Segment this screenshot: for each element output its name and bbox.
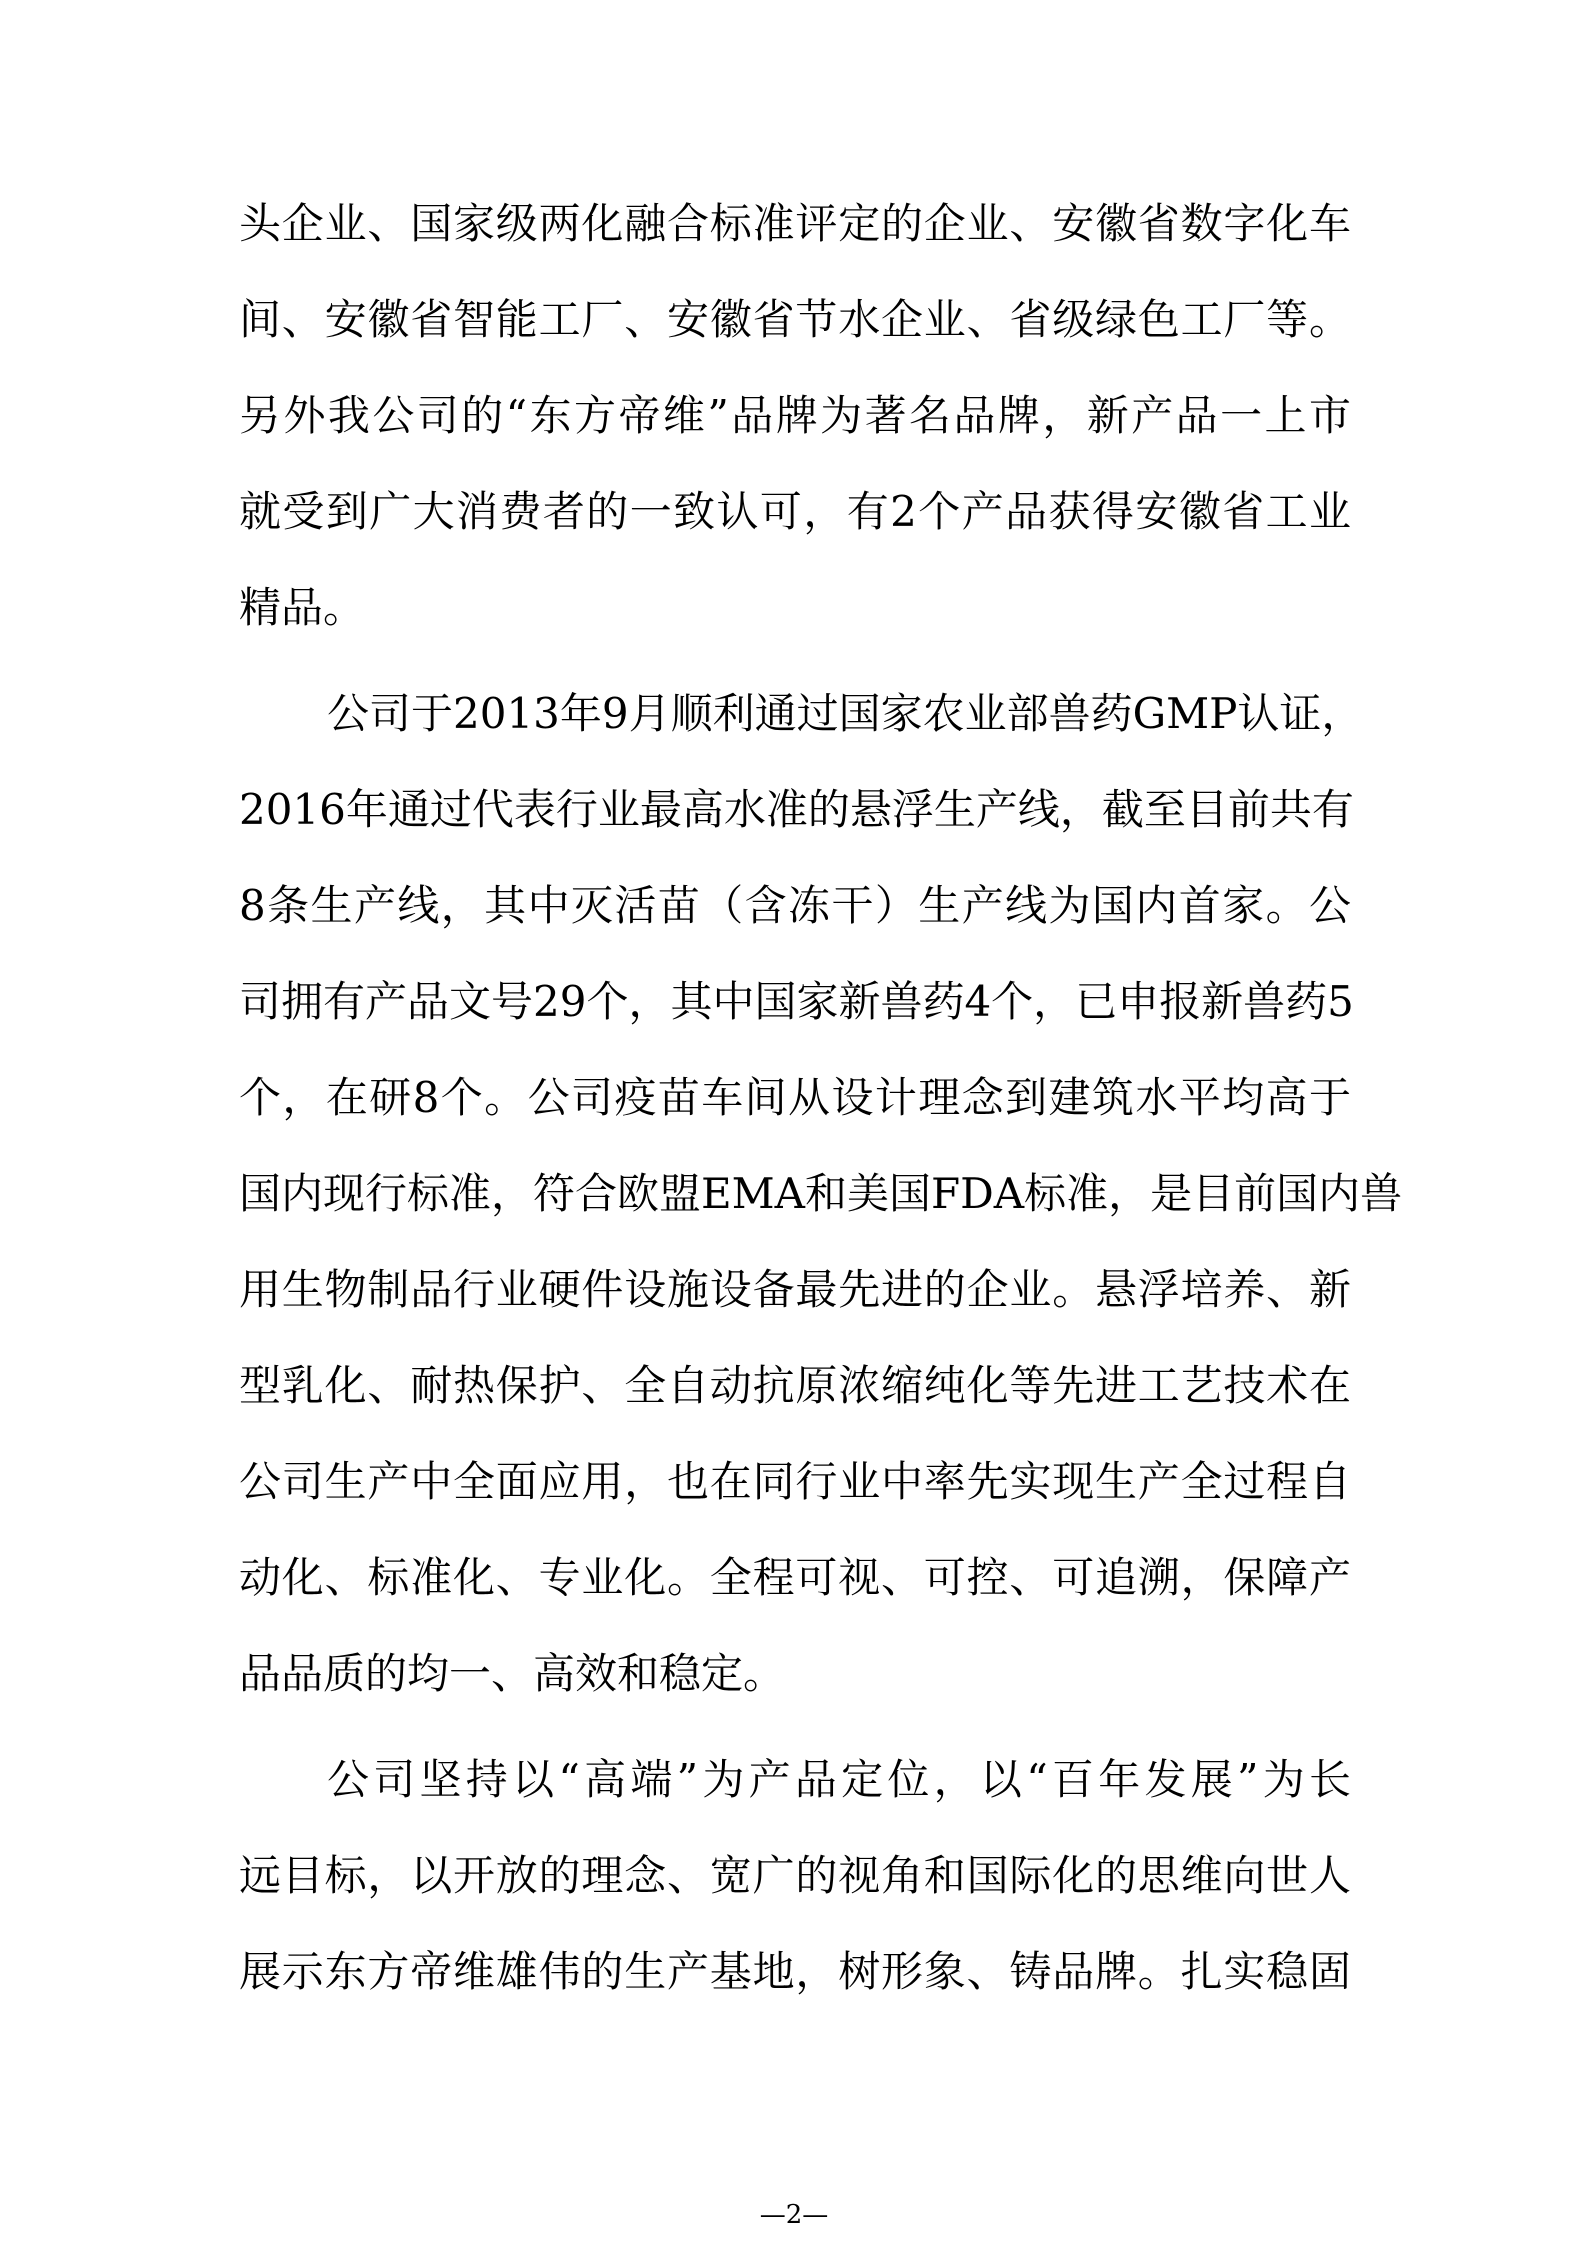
paragraph-line: 8条生产线，其中灭活苗（含冻干）生产线为国内首家。公 bbox=[239, 881, 1351, 930]
page-number: —2— bbox=[759, 2200, 829, 2230]
paragraph-line: 国内现行标准，符合欧盟EMA和美国FDA标准，是目前国内兽 bbox=[239, 1169, 1403, 1218]
paragraph-line: 公司生产中全面应用，也在同行业中率先实现生产全过程自 bbox=[239, 1457, 1351, 1506]
paragraph-line: 型乳化、耐热保护、全自动抗原浓缩纯化等先进工艺技术在 bbox=[239, 1361, 1351, 1410]
paragraph-line: 用生物制品行业硬件设施设备最先进的企业。悬浮培养、新 bbox=[239, 1265, 1351, 1314]
paragraph-line: 公司坚持以“高端”为产品定位，以“百年发展”为长 bbox=[327, 1755, 1351, 1804]
paragraph-2 bbox=[239, 666, 1403, 1722]
paragraph-line: 间、安徽省智能工厂、安徽省节水企业、省级绿色工厂等。 bbox=[239, 295, 1351, 344]
paragraph-line: 个，在研8个。公司疫苗车间从设计理念到建筑水平均高于 bbox=[239, 1073, 1351, 1122]
paragraph-line: 2016年通过代表行业最高水准的悬浮生产线，截至目前共有 bbox=[239, 785, 1354, 834]
paragraph-line: 精品。 bbox=[239, 583, 366, 632]
paragraph-line: 品品质的均一、高效和稳定。 bbox=[239, 1649, 786, 1698]
paragraph-line: 远目标，以开放的理念、宽广的视角和国际化的思维向世人 bbox=[239, 1851, 1351, 1900]
paragraph-line: 公司于2013年9月顺利通过国家农业部兽药GMP认证， bbox=[327, 689, 1364, 738]
body-text bbox=[239, 176, 1403, 2020]
paragraph-spacer bbox=[239, 1722, 1351, 1732]
paragraph-line: 就受到广大消费者的一致认可，有2个产品获得安徽省工业 bbox=[239, 487, 1351, 536]
paragraph-line: 动化、标准化、专业化。全程可视、可控、可追溯，保障产 bbox=[239, 1553, 1351, 1602]
paragraph-line: 头企业、国家级两化融合标准评定的企业、安徽省数字化车 bbox=[239, 199, 1351, 248]
paragraph-1 bbox=[239, 176, 1351, 656]
paragraph-3 bbox=[239, 1732, 1351, 2020]
paragraph-line: 司拥有产品文号29个，其中国家新兽药4个，已申报新兽药5 bbox=[239, 977, 1354, 1026]
paragraph-spacer bbox=[239, 656, 1351, 666]
paragraph-line: 展示东方帝维雄伟的生产基地，树形象、铸品牌。扎实稳固 bbox=[239, 1947, 1351, 1996]
paragraph-line: 另外我公司的“东方帝维”品牌为著名品牌，新产品一上市 bbox=[239, 391, 1351, 440]
